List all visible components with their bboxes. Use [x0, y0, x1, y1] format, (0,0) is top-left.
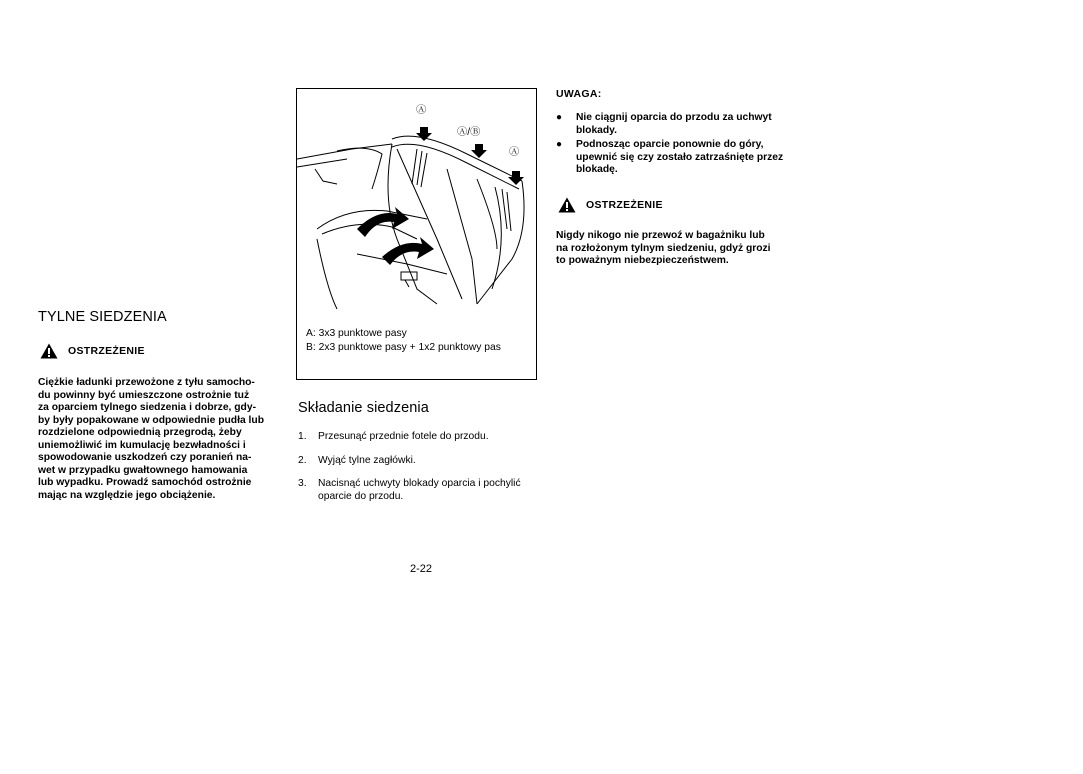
left-warning-header	[40, 343, 145, 359]
warning-triangle-icon	[40, 343, 58, 359]
warning-line: Nigdy nikogo nie przewoź w bagażniku lub	[556, 230, 765, 241]
bullet-line: upewnić się czy zostało zatrzaśnięte przez	[576, 151, 784, 163]
bullet-dot-icon: ●	[556, 139, 563, 150]
callout-label: Ⓐ	[509, 147, 520, 158]
warning-line: to poważnym niebezpieczeństwem.	[556, 255, 729, 266]
step-line: oparcie do przodu.	[318, 490, 404, 502]
steps-list	[298, 431, 548, 514]
step-text	[318, 478, 521, 503]
subsection-title: Składanie siedzenia	[298, 400, 429, 416]
step-text	[318, 431, 489, 444]
note-bullet-item	[556, 139, 801, 177]
seat-figure	[296, 88, 537, 380]
warning-line: by były popakowane w odpowiednie pudła lub	[38, 414, 264, 426]
right-warning-text	[556, 230, 801, 268]
step-text	[318, 455, 416, 468]
warning-line: rozdzielone odpowiednią przegrodą, żeby	[38, 427, 242, 438]
note-bullets	[556, 112, 801, 179]
right-warning-header	[558, 197, 663, 213]
warning-line: Ciężkie ładunki przewożone z tyłu samocho-	[38, 377, 255, 388]
warning-line: du powinny być umieszczone ostrożnie tuż	[38, 389, 250, 401]
caption-b: B: 2x3 punktowe pasy + 1x2 punktowy pas	[306, 342, 501, 353]
bullet-line: Nie ciągnij oparcia do przodu za uchwyt	[576, 112, 772, 123]
caption-a: A: 3x3 punktowe pasy	[306, 328, 407, 339]
step-item	[298, 431, 548, 444]
step-number: 3.	[298, 478, 307, 489]
rear-seat-illustration	[297, 89, 535, 321]
bullet-line: blokady.	[576, 124, 618, 136]
callout-label: Ⓐ/Ⓑ	[457, 127, 481, 138]
warning-line: spowodowanie uszkodzeń czy poranień na-	[38, 452, 252, 463]
warning-line: na rozłożonym tylnym siedzeniu, gdyż grozi	[556, 242, 771, 254]
step-number: 1.	[298, 431, 307, 442]
bullet-text	[576, 139, 783, 177]
left-warning-text	[38, 377, 276, 502]
step-item	[298, 478, 548, 503]
note-label: UWAGA:	[556, 88, 602, 100]
bullet-text	[576, 112, 772, 137]
warning-label: OSTRZEŻENIE	[68, 345, 145, 357]
step-number: 2.	[298, 454, 307, 466]
section-title: TYLNE SIEDZENIA	[38, 309, 167, 325]
warning-line: uniemożliwić im kumulację bezwładności i	[38, 439, 246, 451]
bullet-dot-icon: ●	[556, 112, 563, 123]
warning-label: OSTRZEŻENIE	[586, 199, 663, 211]
bullet-line: blokadę.	[576, 164, 618, 175]
step-item	[298, 455, 548, 468]
page-number: 2-22	[410, 563, 433, 575]
step-line: Nacisnąć uchwyty blokady oparcia i pochylić	[318, 478, 521, 489]
step-line: Przesunąć przednie fotele do przodu.	[318, 431, 489, 442]
warning-line: lub wypadku. Prowadź samochód ostrożnie	[38, 477, 252, 488]
warning-line: za oparciem tylnego siedzenia i dobrze, gdy-	[38, 402, 256, 413]
callout-label: Ⓐ	[416, 105, 427, 116]
warning-line: mając na względzie jego obciążenie.	[38, 489, 216, 501]
step-line: Wyjąć tylne zagłówki.	[318, 454, 416, 466]
note-bullet-item	[556, 112, 801, 137]
warning-line: wet w przypadku gwałtownego hamowania	[38, 464, 248, 476]
bullet-line: Podnosząc oparcie ponownie do góry,	[576, 139, 764, 150]
warning-triangle-icon	[558, 197, 576, 213]
